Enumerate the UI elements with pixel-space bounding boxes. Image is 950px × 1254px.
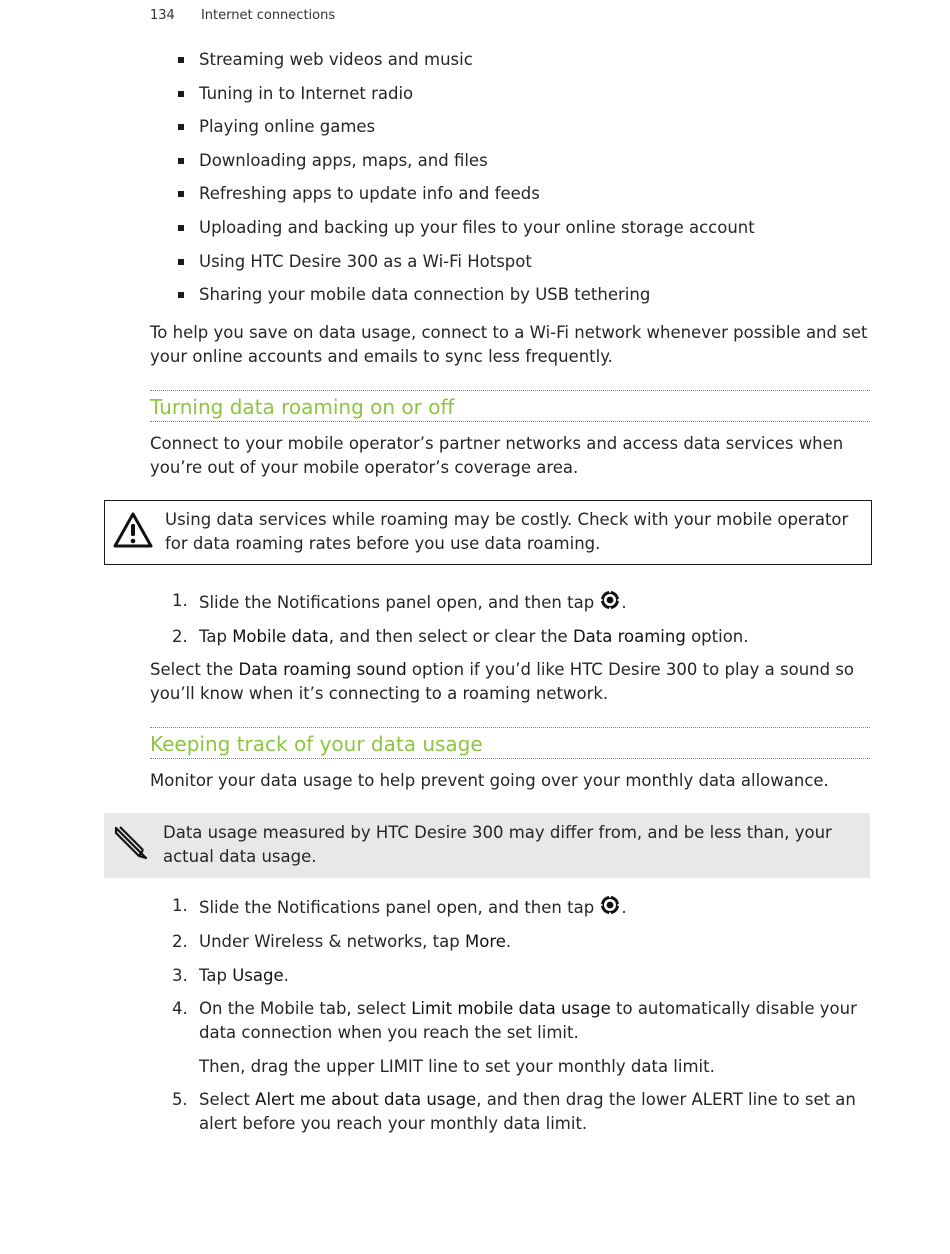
warning-box bbox=[104, 500, 872, 565]
ui-term: More bbox=[464, 931, 506, 951]
ui-term: Data roaming sound bbox=[238, 660, 407, 680]
step-text: Slide the Notifications panel open, and then tap bbox=[199, 593, 595, 613]
page-content bbox=[150, 48, 870, 1146]
pencil-icon bbox=[112, 824, 150, 864]
list-item: Uploading and backing up your files to your online storage account bbox=[150, 216, 870, 240]
ui-term: Data roaming bbox=[572, 626, 686, 646]
ui-term: Limit mobile data usage bbox=[411, 999, 611, 1019]
step-number: 5. bbox=[172, 1090, 188, 1110]
warning-triangle-icon bbox=[113, 512, 153, 552]
step-text: Under Wireless & networks, tap bbox=[199, 931, 465, 951]
warning-text: Using data services while roaming may be costly. Check with your mobile operator for data roaming rates before you use data roaming. bbox=[165, 510, 849, 554]
step-number: 4. bbox=[172, 999, 188, 1019]
step-text: . bbox=[505, 931, 512, 951]
list-item bbox=[150, 930, 870, 954]
list-item: Streaming web videos and music bbox=[150, 48, 870, 72]
para-text: option if you’d like HTC Desire 300 to play a sound so you’ll know when it’s connecting to a roaming network. bbox=[150, 660, 855, 704]
note-box bbox=[104, 813, 870, 878]
note-text: Data usage measured by HTC Desire 300 may differ from, and be less than, your actual data usage. bbox=[163, 823, 832, 867]
para-text: Select the bbox=[150, 660, 239, 680]
section-title: Turning data roaming on or off bbox=[150, 395, 455, 420]
roaming-sound-paragraph bbox=[150, 658, 870, 706]
step-number: 2. bbox=[172, 626, 188, 646]
section-heading-roaming bbox=[150, 390, 870, 422]
step-text: . bbox=[283, 965, 289, 985]
chapter-title: Internet connections bbox=[200, 8, 336, 23]
ui-term: Alert me about data usage bbox=[255, 1090, 477, 1110]
step-number: 1. bbox=[172, 591, 188, 611]
step-number: 1. bbox=[172, 896, 188, 916]
list-item bbox=[150, 964, 870, 988]
step-text-end: . bbox=[621, 593, 627, 613]
list-item: Playing online games bbox=[150, 115, 870, 139]
list-item: Refreshing apps to update info and feeds bbox=[150, 182, 870, 206]
step-text: to automatically disable your data connection when you reach the set limit. bbox=[199, 999, 857, 1043]
page-number: 134 bbox=[150, 8, 175, 23]
data-usage-steps bbox=[150, 894, 870, 1136]
list-item: Using HTC Desire 300 as a Wi-Fi Hotspot bbox=[150, 250, 870, 274]
step-text: option. bbox=[685, 626, 749, 646]
step-text: Select bbox=[199, 1090, 256, 1110]
step-text: , and then select or clear the bbox=[328, 626, 573, 646]
list-item bbox=[150, 894, 870, 920]
list-item bbox=[150, 997, 870, 1079]
step-text: Tap bbox=[199, 965, 233, 985]
gear-icon bbox=[599, 894, 621, 916]
step-number: 2. bbox=[172, 931, 188, 951]
section-title: Keeping track of your data usage bbox=[150, 732, 483, 757]
ui-term: Mobile data bbox=[232, 626, 329, 646]
ui-term: Usage bbox=[232, 965, 284, 985]
section-description: Connect to your mobile operator’s partner networks and access data services when you’re out of your mobile operator’s coverage area. bbox=[150, 434, 844, 478]
list-item: Downloading apps, maps, and files bbox=[150, 149, 870, 173]
list-item bbox=[150, 1088, 870, 1136]
gear-icon bbox=[599, 589, 621, 611]
list-item bbox=[150, 589, 870, 615]
usage-bullet-list bbox=[150, 48, 870, 307]
step-text-end: . bbox=[621, 898, 627, 918]
step-subtext: Then, drag the upper LIMIT line to set your monthly data limit. bbox=[199, 1056, 715, 1076]
list-item: Sharing your mobile data connection by USB tethering bbox=[150, 283, 870, 307]
section-heading-data-usage bbox=[150, 727, 870, 759]
step-text: , and then drag the lower ALERT line to set an alert before you reach your monthly data limit. bbox=[199, 1090, 856, 1134]
page-header bbox=[150, 8, 335, 23]
roaming-steps bbox=[150, 589, 870, 649]
list-item bbox=[150, 625, 870, 649]
section-description: Monitor your data usage to help prevent going over your monthly data allowance. bbox=[150, 771, 829, 791]
step-text: On the Mobile tab, select bbox=[199, 999, 412, 1019]
step-text: Slide the Notifications panel open, and then tap bbox=[199, 898, 595, 918]
intro-paragraph: To help you save on data usage, connect to a Wi-Fi network whenever possible and set your online accounts and emails to sync less frequently. bbox=[150, 323, 868, 367]
step-text: Tap bbox=[199, 626, 233, 646]
list-item: Tuning in to Internet radio bbox=[150, 82, 870, 106]
step-number: 3. bbox=[172, 965, 188, 985]
